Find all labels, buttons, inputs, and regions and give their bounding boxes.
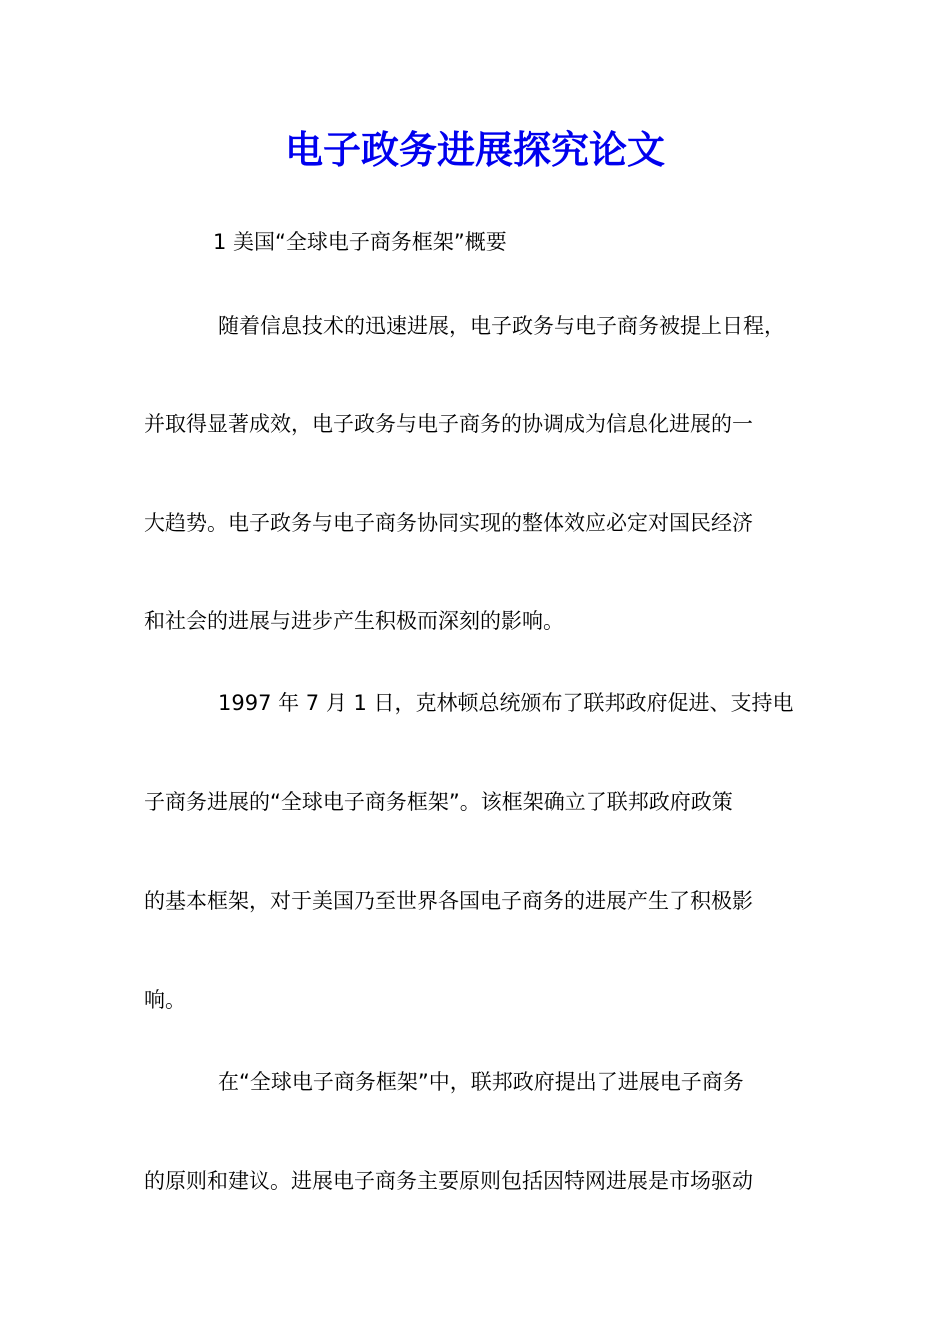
paragraph-line: 随着信息技术的迅速进展，电子政务与电子商务被提上日程， bbox=[218, 314, 785, 338]
paragraph-line: 的基本框架，对于美国乃至世界各国电子商务的进展产生了积极影 bbox=[144, 889, 753, 913]
paragraph-line: 1997 年 7 月 1 日，克林顿总统颁布了联邦政府促进、支持电 bbox=[218, 691, 794, 715]
paragraph-line: 并取得显著成效，电子政务与电子商务的协调成为信息化进展的一 bbox=[144, 412, 753, 436]
document-title: 电子政务进展探究论文 bbox=[284, 127, 665, 172]
paragraph-line: 和社会的进展与进步产生积极而深刻的影响。 bbox=[144, 609, 564, 633]
section-heading: 1 美国“全球电子商务框架”概要 bbox=[213, 230, 507, 254]
paragraph-line: 子商务进展的“全球电子商务框架”。该框架确立了联邦政府政策 bbox=[144, 790, 733, 814]
paragraph-line: 在“全球电子商务框架”中，联邦政府提出了进展电子商务 bbox=[218, 1070, 744, 1094]
paragraph-line: 大趋势。电子政务与电子商务协同实现的整体效应必定对国民经济 bbox=[144, 511, 753, 535]
paragraph-line: 响。 bbox=[144, 988, 186, 1012]
paragraph-line: 的原则和建议。进展电子商务主要原则包括因特网进展是市场驱动 bbox=[144, 1169, 753, 1193]
